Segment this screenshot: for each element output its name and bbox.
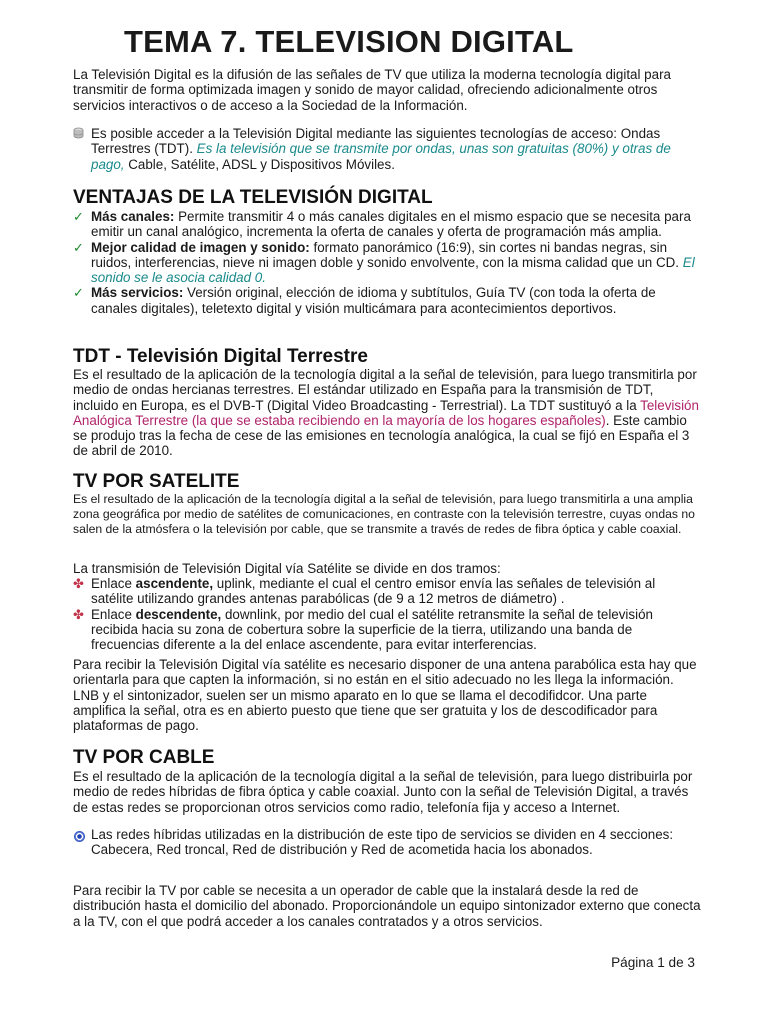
ventajas-list — [73, 209, 701, 316]
radio-bullet-icon — [74, 831, 85, 842]
ventaja-label: Más servicios: — [91, 285, 184, 301]
access-item — [73, 126, 701, 172]
access-tail: Cable, Satélite, ADSL y Dispositivos Móviles. — [124, 156, 395, 172]
tdt-tail: . Este cambio se produjo tras la fecha de cese de las emisiones en tecnología analógica, la cual se fijó en España el 3 de abril de 2010. — [73, 412, 690, 459]
check-icon: ✓ — [73, 239, 84, 255]
satelite-tramos: La transmisión de Televisión Digital vía Satélite se divide en dos tramos: — [73, 561, 501, 576]
satelite-heading: TV POR SATELITE — [73, 471, 240, 492]
tramo-pre: Enlace — [91, 606, 136, 622]
tdt-highlight: Televisión Analógica Terrestre (la que se estaba recibiendo en la mayoría de los hogares españoles) — [73, 397, 699, 428]
tdt-lead: Es el resultado de la aplicación de la tecnología digital a la señal de televisión, para luego transmitirla por medio de ondas hercianas terrestres. El estándar utilizado en España para la transmisión de TDT, incluido en Europa, es el DVB-T (Digital Video Broadcasting - Terrestrial). La TDT sustituyó a la — [73, 367, 697, 413]
flower-icon: ✤ — [73, 576, 84, 591]
page-number: Página 1 de 3 — [611, 955, 695, 970]
tramo-pre: Enlace — [91, 576, 136, 591]
ventaja-text: formato panorámico (16:9), sin cortes ni bandas negras, sin ruidos, interferencias, nieve ni imagen doble y sonido envolvente, con la misma calidad que un CD. — [91, 239, 683, 270]
ventaja-item — [73, 209, 701, 240]
ventaja-item — [73, 285, 701, 316]
tdt-heading: TDT - Televisión Digital Terrestre — [73, 346, 368, 367]
cable-item — [73, 827, 701, 858]
tramo-label: ascendente, — [135, 576, 214, 591]
page-title: TEMA 7. TELEVISION DIGITAL — [124, 24, 574, 59]
ventaja-text: Permite transmitir 4 o más canales digitales en el mismo espacio que se necesita para emitir un canal analógico, incrementa la oferta de canales y oferta de programación más amplia. — [91, 209, 691, 240]
tramo-item — [73, 607, 701, 653]
check-icon: ✓ — [73, 285, 84, 301]
satelite-intro: Es el resultado de la aplicación de la tecnología digital a la señal de televisión, para luego transmitirla a una amplia zona geográfica por medio de satélites de comunicaciones, en contraste con la televisión terrestre, cuyas ondas no salen de la atmósfera o la televisión por cable, que se transmite a través de redes de fibra óptica y cable coaxial. — [73, 492, 695, 537]
ventaja-label: Más canales: — [91, 209, 175, 224]
access-lead: Es posible acceder a la Televisión Digital mediante las siguientes tecnologías de acceso: Ondas Terrestres (TDT). — [91, 126, 661, 157]
tramo-item — [73, 576, 701, 607]
ventajas-heading: VENTAJAS DE LA TELEVISIÓN DIGITAL — [73, 187, 433, 208]
satelite-recibir: Para recibir la Televisión Digital vía satélite es necesario disponer de una antena parabólica esta hay que orientarla para que capten la información, si no están en el sitio adecuado no les llega la información. LNB y el sintonizador, suelen ser un mismo aparato en lo que se llama el decodifidcor. Una parte amplifica la señal, otra es en abierto puesto que tiene que ser gratuita y los de descodificador para plataformas de pago. — [73, 657, 697, 734]
tramo-label: descendente, — [135, 606, 222, 622]
check-icon: ✓ — [73, 209, 84, 224]
tdt-paragraph — [73, 367, 701, 459]
tramo-text: downlink, por medio del cual el satélite retransmite la señal de televisión recibida hacia su zona de cobertura sobre la superficie de la tierra, utilizando una banda de frecuencias diferente a la del enlace ascendente, para evitar interferencias. — [91, 606, 653, 653]
cable-recibir: Para recibir la TV por cable se necesita a un operador de cable que la instalará desde la red de distribución hasta el domicilio del abonado. Proporcionándole un equipo sintonizador externo que conecta a la TV, con el que podrá acceder a los canales contratados y a otros servicios. — [73, 883, 701, 929]
cable-intro: Es el resultado de la aplicación de la tecnología digital a la señal de televisión, para luego distribuirla por medio de redes híbridas de fibra óptica y cable coaxial. Junto con la señal de Televisión Digital, a través de estas redes se proporcionan otros servicios como radio, telefonía fija y acceso a Internet. — [73, 769, 693, 815]
tramo-text: uplink, mediante el cual el centro emisor envía las señales de televisión al satélite utilizando grandes antenas parabólicas (de 9 a 12 metros de diámetro) . — [91, 576, 656, 607]
ventaja-note: El sonido se le asocia calidad 0. — [91, 254, 695, 286]
tramos-list — [73, 576, 701, 652]
access-note: Es la televisión que se transmite por ondas, unas son gratuitas (80%) y otras de pago, — [91, 141, 671, 172]
cable-item-text: Las redes híbridas utilizadas en la distribución de este tipo de servicios se dividen en 4 secciones: Cabecera, Red troncal, Red de distribución y Red de acometida hacia los abonados. — [91, 827, 674, 858]
access-list — [73, 126, 701, 172]
flower-icon: ✤ — [73, 606, 84, 622]
ventaja-label: Mejor calidad de imagen y sonido: — [91, 239, 310, 255]
intro-paragraph: La Televisión Digital es la difusión de las señales de TV que utiliza la moderna tecnología digital para transmitir de forma optimizada imagen y sonido de mayor calidad, ofreciendo adicionalmente otros servicios interactivos o de acceso a la Sociedad de la Información. — [73, 67, 671, 113]
cable-list — [73, 827, 701, 858]
ventaja-text: Versión original, elección de idioma y subtítulos, Guía TV (con toda la oferta de canales digitales), teletexto digital y visión multicámara para acontecimientos deportivos. — [91, 285, 656, 316]
cable-heading: TV POR CABLE — [73, 747, 215, 768]
ventaja-item — [73, 240, 701, 286]
database-icon — [73, 127, 84, 140]
